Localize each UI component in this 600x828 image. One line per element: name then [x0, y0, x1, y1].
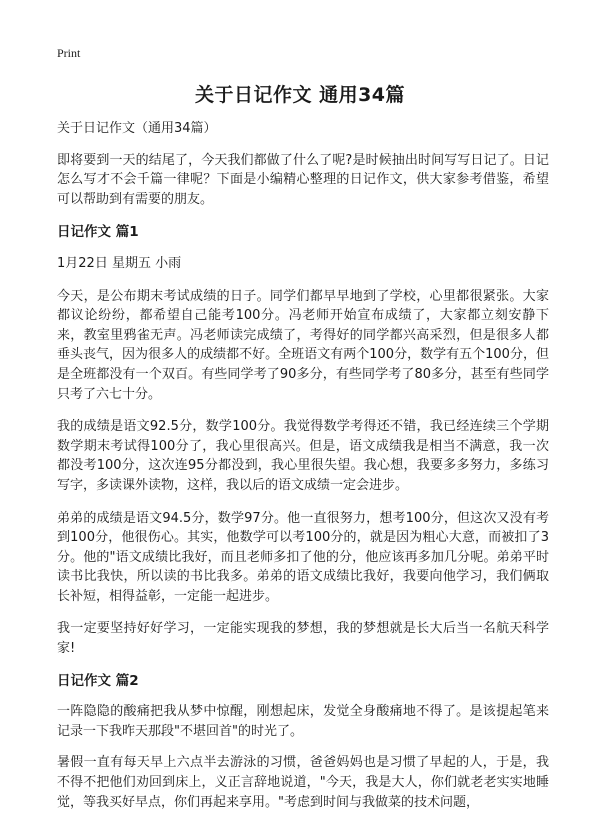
article-subtitle: 关于日记作文（通用34篇）	[57, 121, 217, 136]
section-1	[57, 223, 549, 658]
paragraph: 暑假一直有每天早上六点半去游泳的习惯，爸爸妈妈也是习惯了早起的人，于是，我不得不把他们劝回到床上，义正言辞地说道，"今天，我是大人，你们就老老实实地睡觉，等我买好早点，你们再起来享用。"考虑到时间与我做菜的技术问题，	[57, 755, 549, 810]
section-2	[57, 672, 549, 813]
date-line: 1月22日 星期五 小雨	[57, 255, 182, 271]
paragraph: 今天，是公布期末考试成绩的日子。同学们都早早地到了学校，心里都很紧张。大家都议论纷纷，都希望自己能考100分。冯老师开始宣布成绩了，大家都立刻安静下来，教室里鸦雀无声。冯老师读完成绩了，考得好的同学都兴高采烈，但是很多人都垂头丧气，因为很多人的成绩都不好。全班语文有两个100分，数学有五个100分，但是全班都没有一个双百。有些同学考了90多分，有些同学考了80多分，甚至有些同学只考了六七十分。	[57, 288, 549, 402]
paragraph: 一阵隐隐的酸痛把我从梦中惊醒，刚想起床，发觉全身酸痛地不得了。是该提起笔来记录一下我昨天那段"不堪回首"的时光了。	[57, 704, 549, 739]
section-heading: 日记作文 篇1	[57, 224, 139, 241]
intro-paragraph: 即将要到一天的结尾了，今天我们都做了什么了呢?是时候抽出时间写写日记了。日记怎么写才不会千篇一律呢？下面是小编精心整理的日记作文，供大家参考借鉴，希望可以帮助到有需要的朋友。	[57, 152, 549, 207]
article-body	[57, 119, 549, 825]
paragraph: 我一定要坚持好好学习，一定能实现我的梦想，我的梦想就是长大后当一名航天科学家!	[57, 621, 549, 657]
paragraph: 我的成绩是语文92.5分，数学100分。我觉得数学考得还不错，我已经连续三个学期数学期末考试得100分了，我心里很高兴。但是，语文成绩我是相当不满意，我一次都没考100分，这次连95分都没到，我心里很失望。我心想，我要多多努力，多练习写字，多读课外读物，这样，我以后的语文成绩一定会进步。	[57, 419, 549, 493]
page-title: 关于日记作文 通用34篇	[194, 84, 406, 106]
print-link[interactable]: Print	[57, 46, 81, 60]
paragraph: 弟弟的成绩是语文94.5分，数学97分。他一直很努力，想考100分，但这次又没有考到100分，他很伤心。其实，他数学可以考100分的，就是因为粗心大意，而被扣了3分。他的"语文成绩比我好，而且老师多扣了他的分，他应该再多加几分呢。弟弟平时读书比我快，所以读的书比我多。弟弟的语文成绩比我好，我要向他学习，我们俩取长补短，相得益彰，一定能一起进步。	[57, 510, 549, 604]
section-heading: 日记作文 篇2	[57, 672, 139, 689]
